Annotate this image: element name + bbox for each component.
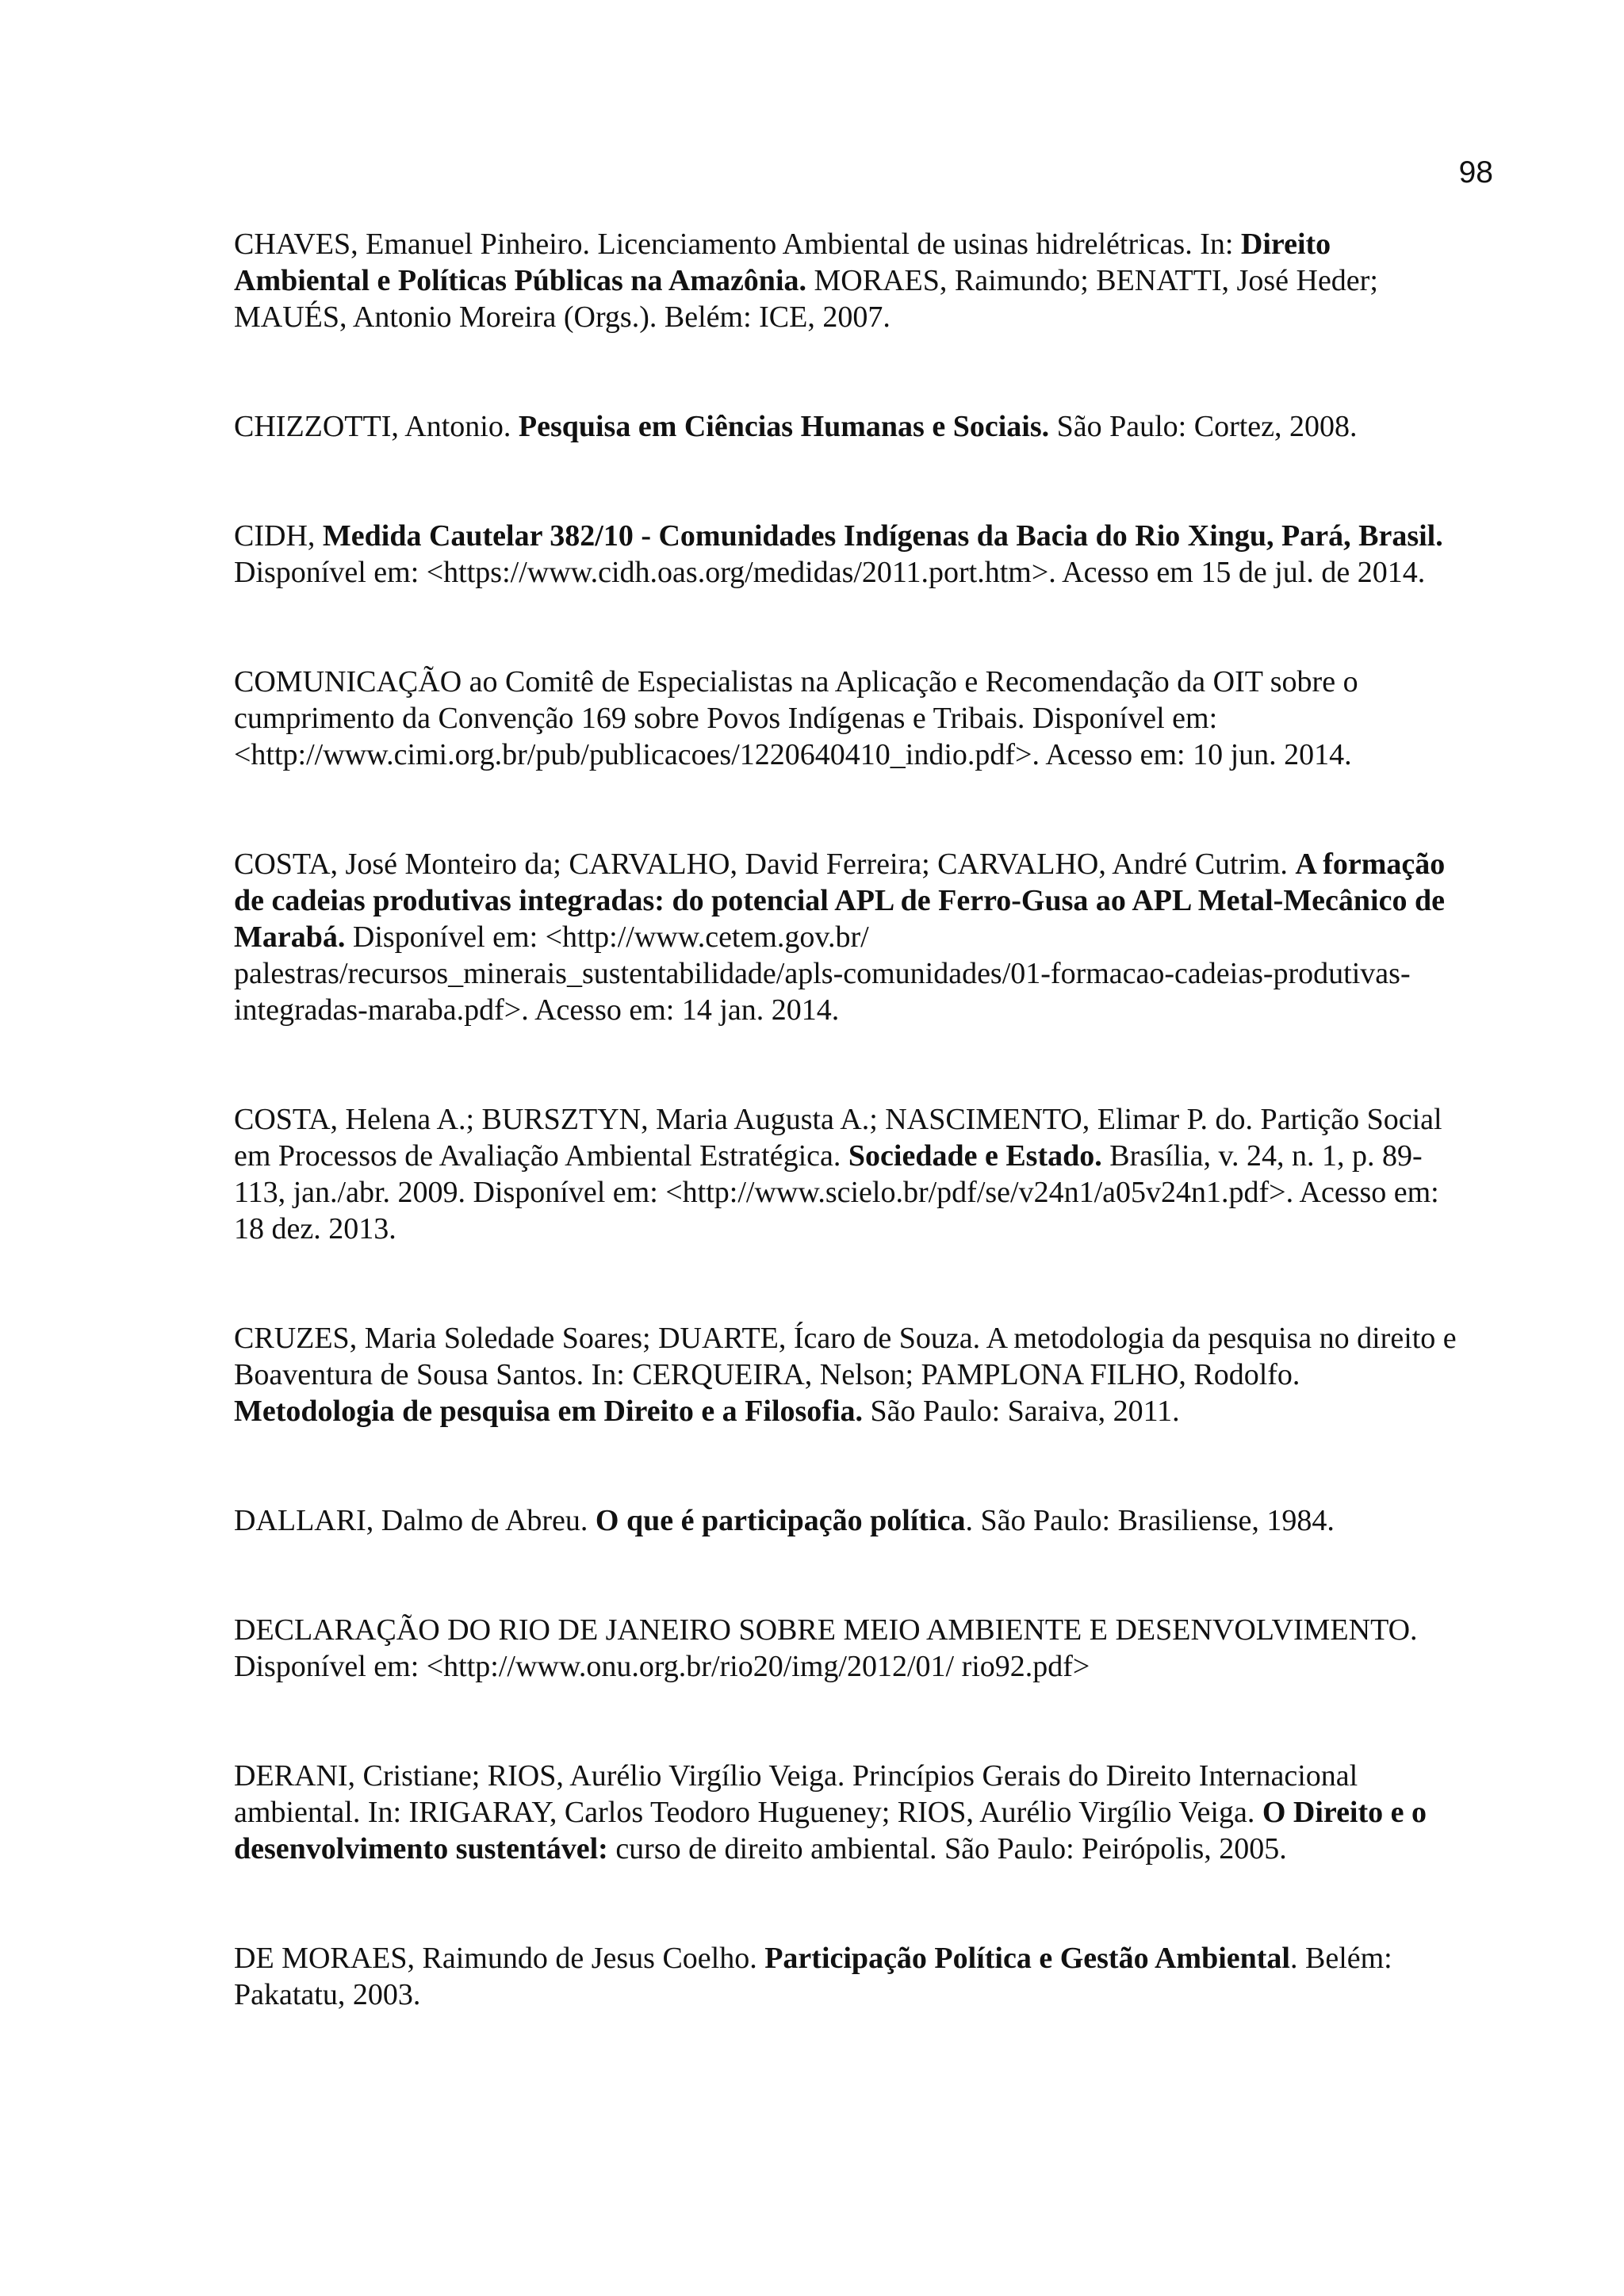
reference-entry-cidh <box>234 518 1467 591</box>
reference-text: DERANI, Cristiane; RIOS, Aurélio Virgílio Veiga. Princípios Gerais do Direito Internacional ambiental. In: IRIGARAY, Carlos Teodoro Hugueney; RIOS, Aurélio Virgílio Veiga. <box>234 1759 1358 1829</box>
reference-text: COSTA, Helena A.; BURSZTYN, Maria Augusta A.; NASCIMENTO, Elimar P. do. Partição Social em Processos de Avaliação Ambiental Estratégica. <box>234 1103 1442 1173</box>
reference-entry-costa-helena <box>234 1101 1467 1247</box>
reference-entry-chizzotti <box>234 408 1467 445</box>
reference-title: O que é participação política <box>595 1504 966 1537</box>
reference-title: A formação de cadeias produtivas integradas: do potencial APL de Ferro-Gusa ao APL Metal-Mecânico de Marabá. <box>234 848 1446 954</box>
reference-entry-comunicacao <box>234 664 1467 773</box>
reference-text: CRUZES, Maria Soledade Soares; DUARTE, Ícaro de Souza. A metodologia da pesquisa no direito e Boaventura de Sousa Santos. In: CERQUEIRA, Nelson; PAMPLONA FILHO, Rodolfo. <box>234 1322 1457 1391</box>
reference-text: COSTA, José Monteiro da; CARVALHO, David Ferreira; CARVALHO, André Cutrim. <box>234 848 1296 881</box>
reference-text: São Paulo: Saraiva, 2011. <box>863 1395 1180 1428</box>
reference-text: CHAVES, Emanuel Pinheiro. Licenciamento Ambiental de usinas hidrelétricas. In: <box>234 228 1241 261</box>
reference-title: Direito Ambiental e Políticas Públicas na Amazônia. <box>234 228 1331 297</box>
reference-text: São Paulo: Cortez, 2008. <box>1049 410 1358 443</box>
reference-text: . Belém: Pakatatu, 2003. <box>234 1942 1392 2011</box>
reference-title: Metodologia de pesquisa em Direito e a Filosofia. <box>234 1395 864 1428</box>
reference-title: Sociedade e Estado. <box>848 1139 1102 1173</box>
reference-entry-chaves <box>234 226 1467 335</box>
page-number: 98 <box>1458 155 1493 189</box>
reference-text: . São Paulo: Brasiliense, 1984. <box>965 1504 1335 1537</box>
reference-entry-costa-jose <box>234 846 1467 1028</box>
reference-text: Disponível em: <https://www.cidh.oas.org/medidas/2011.port.htm>. Acesso em 15 de jul. de 2014. <box>234 556 1426 589</box>
reference-text: DALLARI, Dalmo de Abreu. <box>234 1504 596 1537</box>
reference-text: CIDH, <box>234 519 323 553</box>
reference-text: CHIZZOTTI, Antonio. <box>234 410 519 443</box>
reference-entry-de-moraes <box>234 1940 1467 2013</box>
reference-title: Medida Cautelar 382/10 - Comunidades Indígenas da Bacia do Rio Xingu, Pará, Brasil. <box>322 519 1443 553</box>
reference-entry-declaracao <box>234 1612 1467 1685</box>
reference-entry-derani <box>234 1758 1467 1867</box>
reference-text: Brasília, v. 24, n. 1, p. 89-113, jan./abr. 2009. Disponível em: <http://www.scielo.br/pdf/se/v24n1/a05v24n1.pdf>. Acesso em: 18 dez. 2013. <box>234 1139 1439 1246</box>
reference-text: curso de direito ambiental. São Paulo: Peirópolis, 2005. <box>607 1832 1287 1866</box>
reference-title: Pesquisa em Ciências Humanas e Sociais. <box>518 410 1050 443</box>
reference-entry-cruzes <box>234 1320 1467 1429</box>
reference-list <box>234 226 1467 2086</box>
reference-text: Disponível em: <http://www.cetem.gov.br/ palestras/recursos_minerais_sustentabilidade/apls-comunidades/01-formacao-cadeias-produtivas-integradas-maraba.pdf>. Acesso em: 14 jan. 2014. <box>234 920 1411 1027</box>
reference-text: DE MORAES, Raimundo de Jesus Coelho. <box>234 1942 765 1975</box>
reference-title: O Direito e o desenvolvimento sustentável: <box>234 1796 1427 1866</box>
reference-text: MORAES, Raimundo; BENATTI, José Heder; MAUÉS, Antonio Moreira (Orgs.). Belém: ICE, 2007. <box>234 264 1378 334</box>
reference-text: COMUNICAÇÃO ao Comitê de Especialistas na Aplicação e Recomendação da OIT sobre o cumprimento da Convenção 169 sobre Povos Indígenas e Tribais. Disponível em: <http://www.cimi.org.br/pub/publicacoes/1220640410_indio.pdf>. Acesso em: 10 jun. 2014. <box>234 665 1358 771</box>
reference-entry-dallari <box>234 1502 1467 1539</box>
reference-title: Participação Política e Gestão Ambiental <box>764 1942 1290 1975</box>
reference-text: DECLARAÇÃO DO RIO DE JANEIRO SOBRE MEIO AMBIENTE E DESENVOLVIMENTO. Disponível em: <http://www.onu.org.br/rio20/img/2012/01/ rio92.pdf> <box>234 1613 1418 1683</box>
